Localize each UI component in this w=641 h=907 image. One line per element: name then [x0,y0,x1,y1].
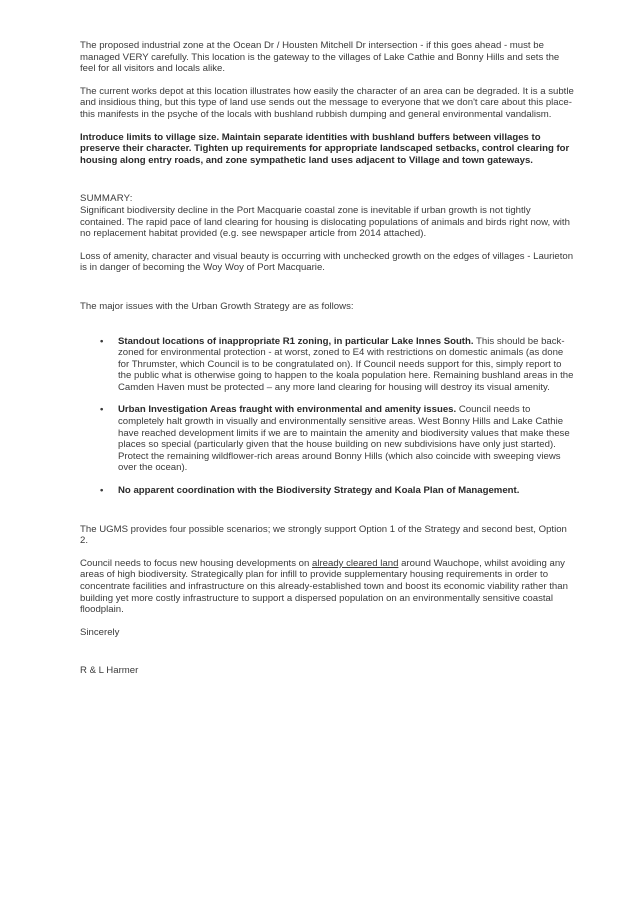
housing-text-after: around Wauchope, whilst avoiding any areas of high biodiversity. Strategically plan for infill to provide supplementary housing requirements in order to concentrate facilities and infrastructure on this already-established town and boost its economic viability rather than building yet more costly infrastructure to support a dispersed population on an environmentally sensitive coastal floodplain. [80,557,568,616]
bullet-icon: • [100,485,104,497]
signoff: Sincerely [80,626,120,638]
issue-lead: Urban Investigation Areas fraught with environmental and amenity issues. [118,404,457,416]
bullet-icon: • [100,404,104,416]
summary-heading: SUMMARY: [80,193,133,205]
issue-text: Council needs to completely halt growth in visually and environmentally sensitive areas. West Bonny Hills and Lake Cathie have reached development limits if we are to maintain the amenity and biodiversity values that make these places so special (particularly given that the house building on new subdivisions have only just started). Protect the remaining wildflower-rich areas around Bonny Hills (which also coincide with sweeping views over the ocean). [118,404,570,474]
signature: R & L Harmer [80,665,139,677]
issues-intro: The major issues with the Urban Growth Strategy are as follows: [80,300,354,312]
housing-underlined-text: already cleared land [312,557,399,569]
paragraph-scenarios: The UGMS provides four possible scenarios; we strongly support Option 1 of the Strategy and second best, Option 2. [80,523,567,547]
housing-text-before: Council needs to focus new housing developments on [80,557,312,569]
issue-item [100,404,575,474]
paragraph-village-limits: Introduce limits to village size. Maintain separate identities with bushland buffers between villages to preserve their character. Tighten up requirements for appropriate landscaped setbacks, control clearing for housing along entry roads, and zone sympathetic land uses adjacent to Village and town gateways. [80,131,570,166]
summary-paragraph-biodiversity: Significant biodiversity decline in the Port Macquarie coastal zone is inevitable if urban growth is not tightly contained. The rapid pace of land clearing for housing is dislocating populations of animals and birds right now, with no replacement habitat provided (e.g. see newspaper article from 2014 attached). [80,204,570,240]
issue-lead: Standout locations of inappropriate R1 zoning, in particular Lake Innes South. [118,335,474,347]
bullet-icon: • [100,335,104,347]
paragraph-housing-focus [80,558,575,616]
issues-list [80,336,575,497]
issue-text: This should be back-zoned for environmental protection - at worst, zoned to E4 with restrictions on domestic animals (as done for Thrumster, which Council is to be congratulated on). If Council needs support for this, simply report to the public what is otherwise going to happen to the koala population here. Remaining bushland areas in the Camden Haven must be protected – any more land clearing for housing will destroy its visual amenity. [118,335,574,393]
issue-item [100,335,575,394]
issue-item [100,485,575,497]
paragraph-works-depot: The current works depot at this location illustrates how easily the character of an area can be degraded. It is a subtle and insidious thing, but this type of land use sends out the message to everyone that we don't care about this place- this manifests in the psyche of the locals with bushland rubbish dumping and general environmental vandalism. [80,85,574,120]
paragraph-industrial-zone: The proposed industrial zone at the Ocean Dr / Housten Mitchell Dr intersection - if this goes ahead - must be managed VERY carefully. This location is the gateway to the villages of Lake Cathie and Bonny Hills and sets the feel for all visitors and locals alike. [80,40,560,75]
issue-lead: No apparent coordination with the Biodiversity Strategy and Koala Plan of Management. [118,485,520,497]
summary-paragraph-amenity: Loss of amenity, character and visual beauty is occurring with unchecked growth on the edges of villages - Laurieton is in danger of becoming the Woy Woy of Port Macquarie. [80,250,574,274]
